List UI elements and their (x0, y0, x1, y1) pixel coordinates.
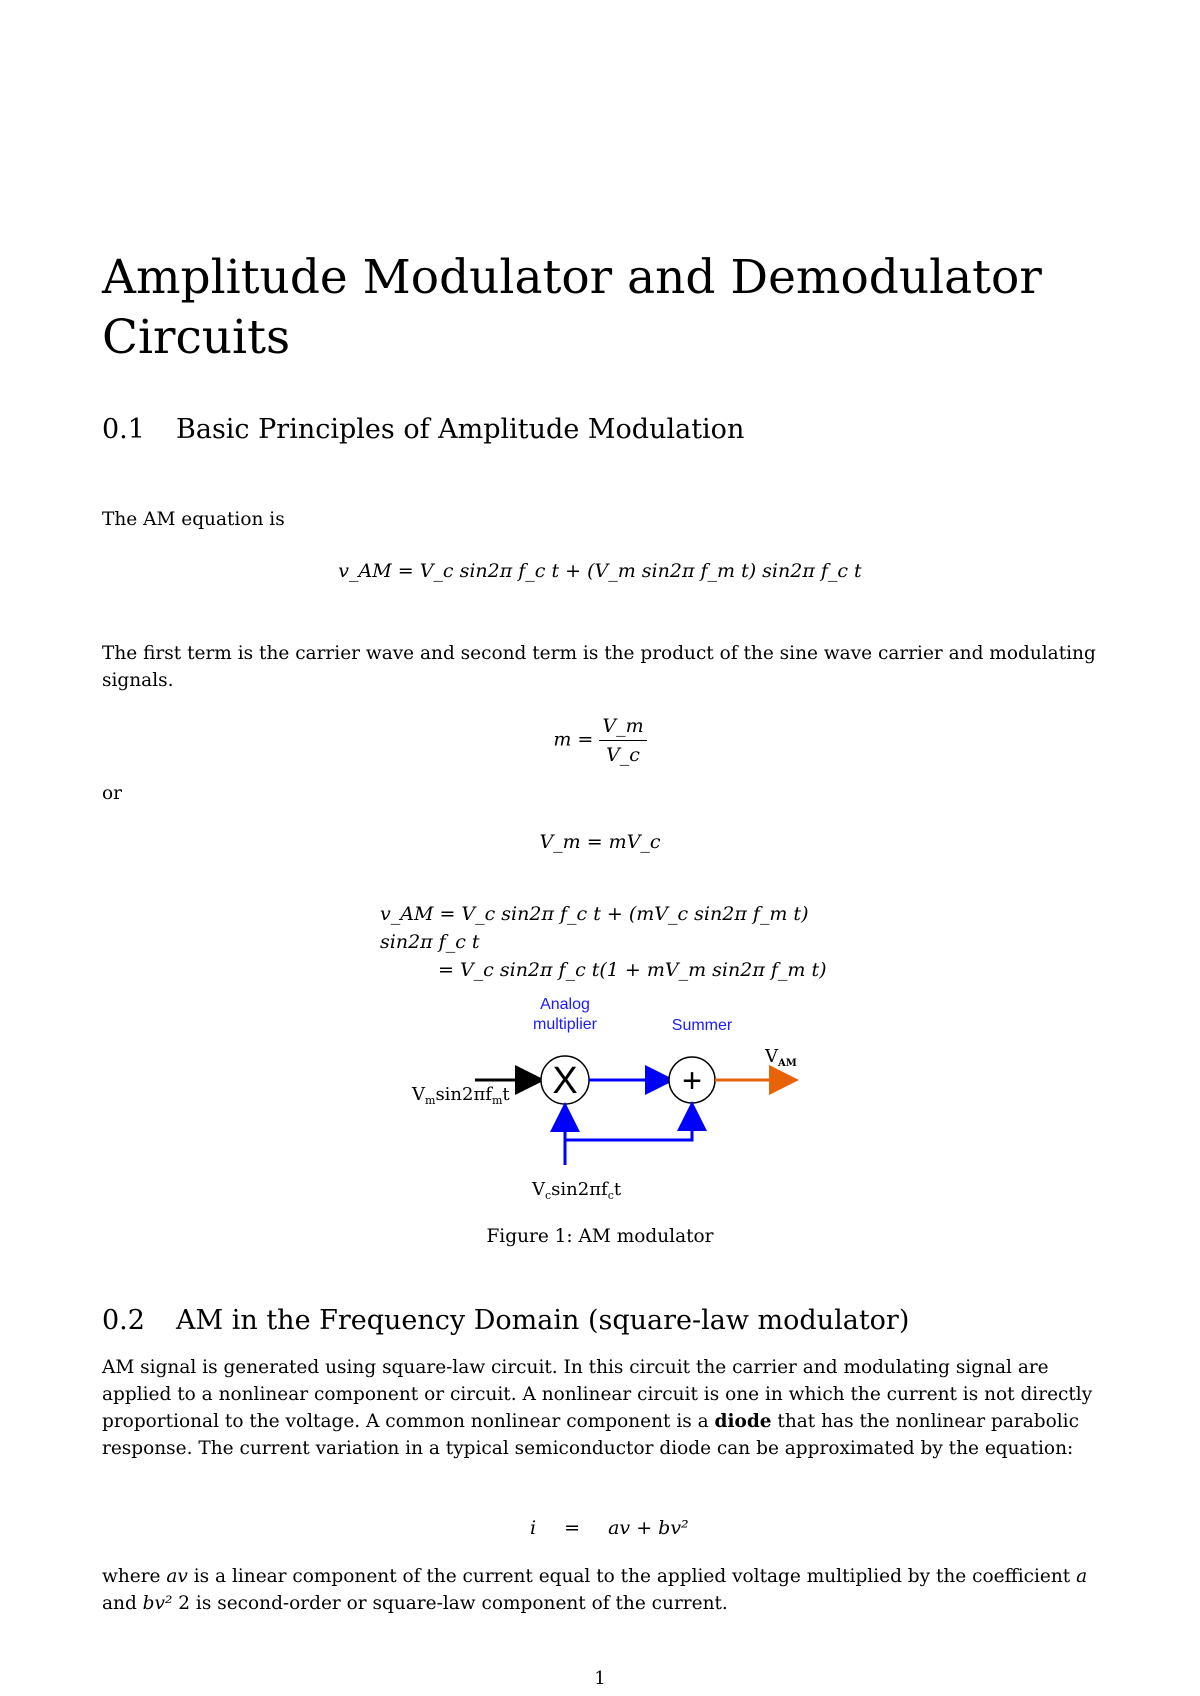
section-title: Basic Principles of Amplitude Modulation (176, 414, 745, 445)
fraction (599, 712, 646, 769)
equation-modulation-index (0, 712, 1200, 769)
section-heading-1 (102, 413, 744, 447)
paragraph-text: is a linear component of the current equal to the applied voltage multiplied by the coefficient (187, 1566, 1077, 1587)
multiplier-symbol: X (552, 1060, 578, 1102)
paragraph-text: that has the nonlinear parabolic response. The current variation in a typical semiconductor diode can be approximated by the equation: (102, 1411, 1079, 1459)
summer-label: Summer (671, 1017, 733, 1034)
fraction-numerator: V_m (599, 712, 646, 741)
carrier-arrow-to-summer (565, 1107, 692, 1140)
section-heading-2 (102, 1304, 909, 1338)
term-av: av (166, 1566, 188, 1587)
equation-diode-current (530, 1514, 730, 1542)
figure-caption: Figure 1: AM modulator (486, 1226, 714, 1247)
output-signal-label: $V_{AM}$ (765, 1046, 797, 1069)
term-a: a (1076, 1566, 1088, 1587)
term-diode: diode (714, 1411, 772, 1432)
term-bv2: bv² (142, 1593, 173, 1614)
equation-rhs: av + bv² (608, 1517, 689, 1539)
paragraph-text: AM signal is generated using square-law circuit. In this circuit the carrier and modulating signal are applied to a nonlinear component or circuit. A nonlinear circuit is one in which the current is not directly proportional to the voltage. A common nonlinear component is a (102, 1357, 1093, 1432)
equation-relation: = (564, 1517, 581, 1539)
paragraph-text: 2 is second-order or square-law component of the current. (172, 1593, 728, 1614)
paragraph-intro: The AM equation is (102, 509, 285, 530)
paragraph-text: where (102, 1566, 167, 1587)
summer-symbol: + (682, 1062, 702, 1100)
section-number: 0.1 (102, 414, 145, 445)
document-title: Amplitude Modulator and Demodulator Circuits (102, 250, 1042, 365)
section-number: 0.2 (102, 1305, 145, 1336)
fraction-denominator: V_c (606, 744, 640, 766)
equation-line-1: v_AM = V_c sin2π f_c t + (mV_c sin2π f_m t) sin2π f_c t (380, 903, 809, 953)
equation-am-text: v_AM = V_c sin2π f_c t + (V_m sin2π f_m t) sin2π f_c t (338, 560, 862, 582)
multiplier-label-line1: Analog (540, 996, 590, 1013)
input-signal-label: $V_m\sin 2\pi f_mt$ (412, 1084, 510, 1107)
equation-vam-expanded (380, 900, 850, 984)
page-number: 1 (594, 1668, 606, 1689)
am-modulator-diagram (400, 985, 820, 1215)
equation-vm: V_m = mV_c (539, 831, 661, 853)
paragraph-or: or (102, 783, 122, 804)
equation-line-2: = V_c sin2π f_c t(1 + mV_m sin2π f_m t) (438, 959, 827, 981)
equation-lhs: m = (553, 728, 594, 751)
carrier-signal-label: $V_c\sin 2\pi f_ct$ (532, 1179, 622, 1202)
paragraph-text: and (102, 1593, 143, 1614)
equation-lhs: i (530, 1517, 537, 1539)
equation-am (0, 557, 1200, 585)
paragraph-terms: The first term is the carrier wave and second term is the product of the sine wave carrier and modulating signals. (102, 643, 1096, 691)
paragraph-components (102, 1563, 1120, 1617)
paragraph-square-law (102, 1354, 1120, 1462)
multiplier-label-line2: multiplier (532, 1016, 598, 1033)
section-title: AM in the Frequency Domain (square-law modulator) (176, 1305, 910, 1336)
